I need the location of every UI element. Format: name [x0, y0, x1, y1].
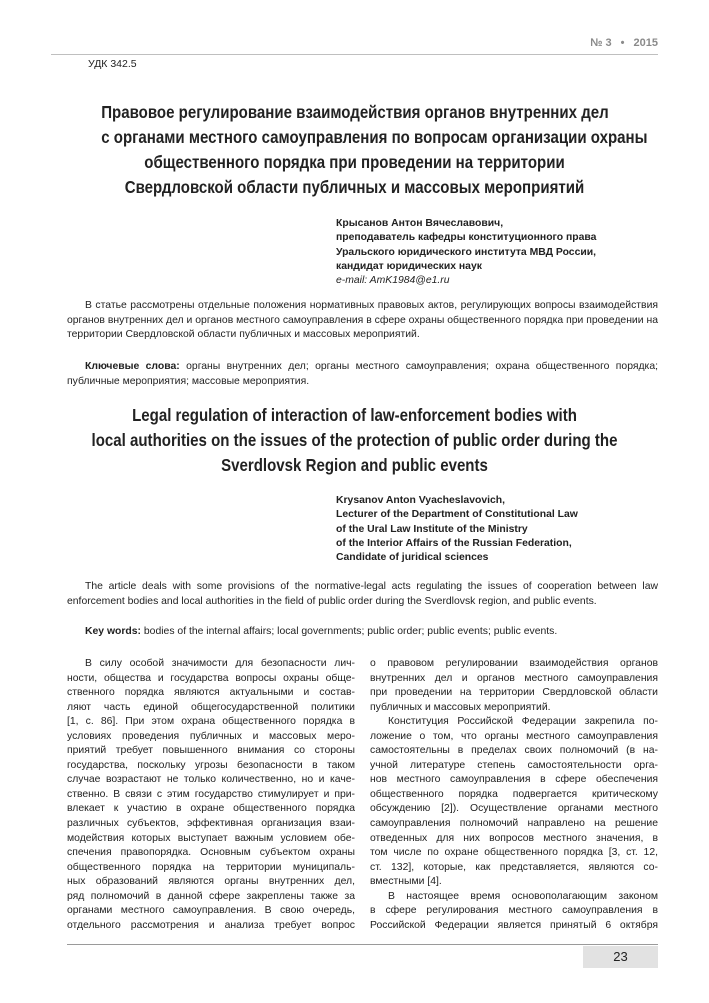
body-line: нов местного самоуправления в сфере обеспечения — [370, 774, 658, 786]
body-line: при проведении на территории Свердловской области — [370, 687, 658, 699]
body-line: самоуправления полномочий направлено на решение — [370, 818, 658, 830]
udk-code: УДК 342.5 — [88, 58, 137, 70]
body-line: В силу особой значимости для безопасности лич- — [85, 658, 355, 669]
author-info-ru — [336, 217, 596, 288]
body-line: отведенных для них вопросов местного значения, в — [370, 832, 658, 844]
body-line: ственно. В связи с этим государство стимулирует и при- — [67, 788, 355, 800]
body-line: Конституция Российской Федерации закрепила по- — [388, 716, 658, 728]
body-line: различных субъектов, эффективная организация взаи- — [67, 818, 355, 830]
title-ru-line: Правовое регулирование взаимодействия органов внутренних дел — [101, 102, 609, 122]
title-en-line: Sverdlovsk Region and public events — [221, 455, 488, 475]
separator-dot: • — [620, 37, 625, 49]
body-line: условиях проведения публичных и массовых меро- — [67, 730, 355, 742]
body-line: о правовом регулировании взаимодействия органов — [370, 658, 658, 669]
author-email: e-mail: AmK1984@e1.ru — [336, 275, 450, 287]
body-line: В настоящее время основополагающим законом — [388, 890, 658, 902]
title-ru-line: общественного порядка при проведении на территории — [144, 152, 565, 172]
body-line: влекает к участию в охране общественного порядка — [67, 803, 355, 815]
body-line: отдельного рассмотрения и анализа требует вопрос — [67, 919, 355, 931]
footer-divider — [67, 944, 658, 945]
body-line: ственного порядка являются актуальными и состав- — [67, 687, 355, 699]
journal-issue-header — [590, 37, 658, 49]
keywords-en — [67, 625, 658, 640]
body-line: том числе по охране общественного порядка [3, ст. 12, — [370, 847, 658, 859]
body-line: в сфере регулирования местного самоуправления в — [370, 905, 658, 917]
body-line: Российской Федерации является принятый 6 октября — [370, 919, 658, 931]
article-title-ru — [101, 100, 648, 200]
body-line: ст. 132], которые, как представляется, являются со- — [370, 861, 658, 873]
body-line: спечения правопорядка. Основным субъектом охраны — [67, 847, 355, 859]
author-name-ru: Крысанов Антон Вячеславович, — [336, 218, 504, 229]
body-column-left — [67, 657, 355, 933]
body-line: ных образований являются органы внутренних дел, — [67, 876, 355, 888]
title-ru-line: Свердловской области публичных и массовых мероприятий — [124, 177, 585, 197]
author-position-ru: преподаватель кафедры конституционного права — [336, 232, 597, 244]
body-line: ложение о том, что органы местного самоуправления — [370, 730, 658, 742]
header-divider — [51, 54, 658, 55]
body-line: учной литературе степень самостоятельности орга- — [370, 759, 658, 771]
author-affiliation-ru: Уральского юридического института МВД России, — [336, 246, 597, 258]
body-line: приятий требует повышенного внимания со стороны — [67, 745, 355, 757]
body-line: ряд полномочий в данной сфере закреплены также за — [67, 890, 355, 902]
keywords-en-text: bodies of the internal affairs; local governments; public order; public events; public events. — [143, 626, 558, 637]
author-info-en — [336, 494, 578, 565]
issue-number: № 3 — [590, 37, 612, 49]
author-affiliation-en: of the Interior Affairs of the Russian Federation, — [336, 537, 572, 549]
body-line: ности, общества и государства вопросы охраны обще- — [67, 672, 355, 684]
author-name-en: Krysanov Anton Vyacheslavovich, — [336, 495, 506, 506]
article-title-en — [84, 403, 625, 478]
body-line: общественного порядка на территории муниципаль- — [67, 861, 355, 873]
title-en-line: Legal regulation of interaction of law-enforcement bodies with — [132, 405, 577, 425]
body-line: ляют часть единой общегосударственной политики — [67, 701, 355, 713]
body-line: органами местного самоуправления. В свою очередь, — [67, 905, 355, 917]
body-line: общественного порядка подвергается критическому — [370, 788, 658, 800]
issue-year: 2015 — [633, 37, 658, 49]
keywords-en-label: Key words: — [85, 626, 142, 637]
author-affiliation-en: of the Ural Law Institute of the Ministry — [336, 523, 528, 535]
body-line: публичных и массовых мероприятий. — [370, 701, 551, 713]
abstract-ru-text: В статье рассмотрены отдельные положения нормативных правовых актов, регулирующих вопросы взаимодействия органов внутренних дел и органов местного самоуправления в сфере охраны общественного порядка при проведении на территории Свердловской области публичных и массовых мероприятий. — [67, 300, 658, 341]
title-ru-line: с органами местного самоуправления по вопросам организации охраны — [101, 127, 648, 147]
abstract-en — [67, 580, 658, 609]
author-position-en: Lecturer of the Department of Constitutional Law — [336, 509, 578, 521]
body-line: государства, поскольку угрозы безопасности в таком — [67, 759, 355, 771]
body-line: обсуждению [2]). Осуществление органами местного — [370, 803, 658, 815]
body-line: случае возрастают не только количественно, но и каче- — [67, 774, 355, 786]
abstract-ru — [67, 299, 658, 343]
author-degree-en: Candidate of juridical sciences — [336, 552, 489, 564]
keywords-ru — [67, 360, 658, 389]
keywords-ru-label: Ключевые слова: — [85, 361, 180, 372]
title-en-line: local authorities on the issues of the protection of public order during the — [91, 430, 618, 450]
keywords-ru-text: органы внутренних дел; органы местного самоуправления; охрана общественного порядка; публичные мероприятия; массовые мероприятия. — [67, 361, 658, 387]
abstract-en-text: The article deals with some provisions of the normative-legal acts regulating the issues of cooperation between law enforcement bodies and local authorities in the field of public order during the Sverdlovsk region, and public events. — [67, 581, 658, 607]
body-line: внутренних дел и органов местного самоуправления — [370, 672, 658, 684]
body-line: самостоятельны в пределах своих полномочий (в на- — [370, 745, 658, 757]
body-column-right — [370, 657, 658, 933]
page-number: 23 — [613, 949, 628, 964]
author-degree-ru: кандидат юридических наук — [336, 260, 482, 272]
body-line: модействия которых выступает важным условием обе- — [67, 832, 355, 844]
body-line: вместными [4]. — [370, 876, 442, 888]
body-line: [1, с. 86]. При этом охрана общественного порядка в — [67, 716, 355, 728]
